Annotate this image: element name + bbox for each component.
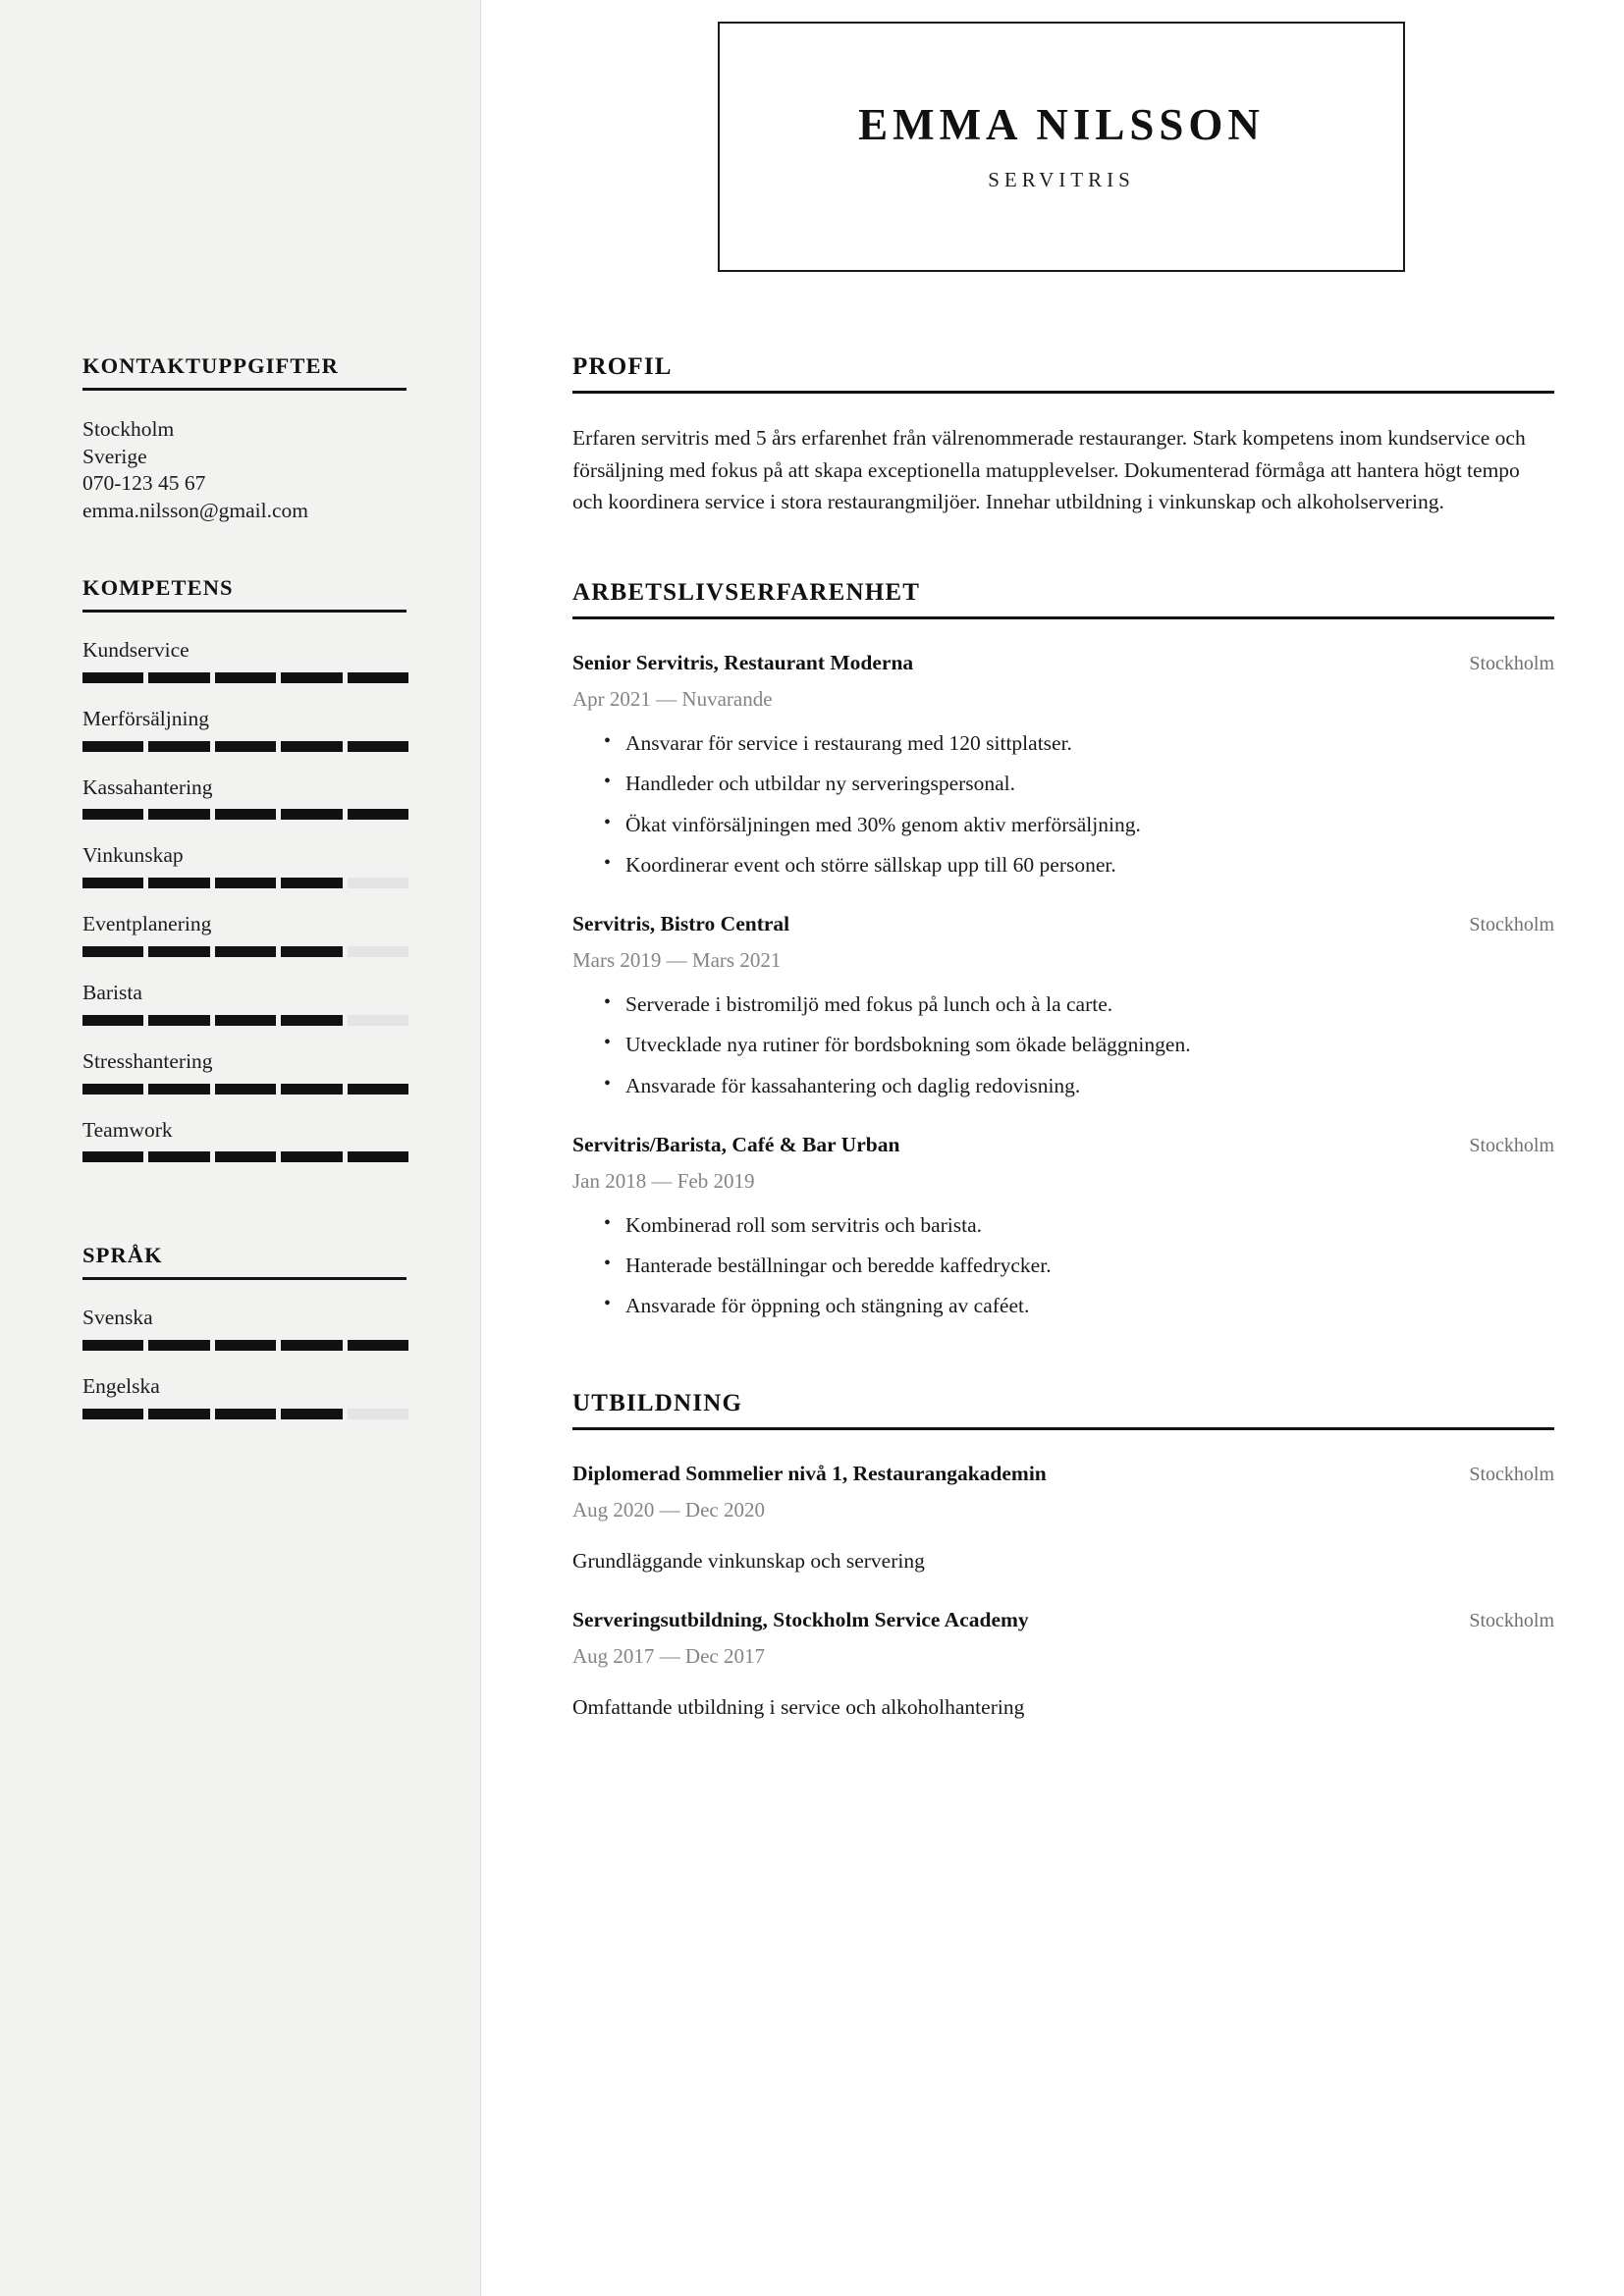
skill-label: Eventplanering [82,912,212,936]
skill-level-segment [82,809,143,820]
skill-item [82,981,406,1026]
skill-level-segment [348,809,408,820]
language-level-segment [215,1409,276,1419]
skill-item [82,707,406,752]
language-level-segment [148,1340,209,1351]
experience-entry [572,651,1554,881]
main-content [572,353,1554,1723]
languages-list [82,1306,406,1419]
skill-item [82,638,406,683]
skill-level-segment [348,946,408,957]
language-level-segment [348,1340,408,1351]
skill-level-segment [148,672,209,683]
skill-level-segment [82,741,143,752]
skill-item [82,1049,406,1095]
contact-city: Stockholm [82,417,175,441]
education-entry [572,1608,1554,1723]
skill-level-segment [215,1015,276,1026]
skill-level-segment [215,672,276,683]
experience-heading: ARBETSLIVSERFARENHET [572,579,921,607]
language-item [82,1306,406,1351]
experience-entry-location: Stockholm [1469,914,1554,936]
skill-level-segment [281,741,342,752]
experience-entry-location: Stockholm [1469,653,1554,675]
spacer [82,1186,406,1243]
language-item [82,1374,406,1419]
spacer [572,518,1554,579]
skill-level-segment [82,946,143,957]
experience-bullet-item: • Ansvarade för kassahantering och daglig redovisning. [572,1070,1554,1101]
skill-level-segment [82,878,143,888]
spacer [82,524,406,575]
skill-label: Kundservice [82,638,189,663]
experience-entry [572,912,1554,1101]
language-level-segment [82,1340,143,1351]
skill-level-segment [281,809,342,820]
skill-level-segment [348,878,408,888]
experience-list [572,651,1554,1322]
skill-level-bar [82,809,408,820]
experience-entry-header [572,651,1554,675]
experience-entry-header [572,1133,1554,1157]
experience-entry-dates: Mars 2019 — Mars 2021 [572,948,782,973]
language-label: Svenska [82,1306,153,1330]
experience-entry-bullets [572,988,1554,1101]
education-entry-header [572,1462,1554,1486]
experience-bullet-item: • Handleder och utbildar ny serveringspersonal. [572,768,1554,799]
experience-entry-bullets [572,727,1554,881]
skill-level-segment [148,1151,209,1162]
education-entry-description: Grundläggande vinkunskap och servering [572,1548,925,1573]
skill-level-segment [215,1084,276,1095]
languages-section [82,1243,406,1419]
skill-level-segment [215,809,276,820]
skill-label: Stresshantering [82,1048,213,1073]
skill-item [82,912,406,957]
skill-level-segment [82,1015,143,1026]
contact-heading: KONTAKTUPPGIFTER [82,353,339,378]
education-list [572,1462,1554,1724]
skill-level-segment [348,672,408,683]
profile-section [572,353,1554,518]
language-level-segment [215,1340,276,1351]
experience-bullet-item: • Kombinerad roll som servitris och barista. [572,1209,1554,1241]
skill-label: Teamwork [82,1117,173,1142]
language-level-bar [82,1340,408,1351]
skill-level-bar [82,1084,408,1095]
skill-level-segment [281,1015,342,1026]
language-level-segment [281,1340,342,1351]
skill-level-segment [281,1084,342,1095]
experience-bullet-item: • Koordinerar event och större sällskap upp till 60 personer. [572,849,1554,881]
skill-level-segment [148,809,209,820]
skill-level-segment [215,946,276,957]
sidebar [82,353,406,1443]
skills-divider [82,610,406,613]
experience-entry-title: Servitris/Barista, Café & Bar Urban [572,1132,900,1156]
skill-level-segment [148,878,209,888]
skill-label: Vinkunskap [82,843,184,868]
contact-country: Sverige [82,444,147,468]
languages-heading: SPRÅK [82,1243,163,1268]
skill-level-segment [148,946,209,957]
experience-entry [572,1133,1554,1322]
education-entry [572,1462,1554,1576]
language-level-segment [148,1409,209,1419]
contact-list [82,416,406,524]
experience-divider [572,616,1554,619]
candidate-name: EMMA NILSSON [858,100,1265,150]
education-entry-description: Omfattande utbildning i service och alkoholhantering [572,1694,1025,1719]
skill-level-bar [82,1015,408,1026]
skill-level-bar [82,672,408,683]
skill-label: Barista [82,981,142,1005]
experience-entry-location: Stockholm [1469,1134,1554,1156]
experience-entry-dates: Jan 2018 — Feb 2019 [572,1168,755,1193]
skill-level-segment [281,878,342,888]
language-level-segment [82,1409,143,1419]
skill-level-bar [82,946,408,957]
education-entry-location: Stockholm [1469,1609,1554,1631]
skill-label: Kassahantering [82,774,213,799]
skill-level-segment [348,1151,408,1162]
skill-level-segment [348,741,408,752]
skills-section [82,575,406,1162]
education-entry-title: Serveringsutbildning, Stockholm Service Academy [572,1607,1029,1631]
skill-level-bar [82,741,408,752]
experience-bullet-item: • Ansvarar för service i restaurang med 120 sittplatser. [572,727,1554,759]
experience-bullet-item: • Ansvarade för öppning och stängning av caféet. [572,1290,1554,1321]
experience-entry-dates: Apr 2021 — Nuvarande [572,687,773,712]
skill-level-segment [215,1151,276,1162]
education-heading: UTBILDNING [572,1389,743,1416]
languages-divider [82,1277,406,1280]
skill-level-segment [281,946,342,957]
experience-section [572,579,1554,1322]
skill-level-segment [148,1084,209,1095]
skill-level-segment [148,741,209,752]
experience-entry-title: Servitris, Bistro Central [572,912,790,936]
education-entry-title: Diplomerad Sommelier nivå 1, Restaurangakademin [572,1461,1047,1485]
education-section [572,1390,1554,1724]
skills-heading: KOMPETENS [82,575,234,601]
profile-text: Erfaren servitris med 5 års erfarenhet från välrenommerade restauranger. Stark kompetens inom kundservice och försäljning med fokus på att skapa exceptionella matupplevelser. Dokumenterad förmåga att hantera högt tempo och koordinera service i stora restaurangmiljöer. Innehar utbildning i vinkunskap och alkoholservering. [572,426,1526,514]
language-label: Engelska [82,1374,160,1399]
education-entry-dates: Aug 2020 — Dec 2020 [572,1497,765,1522]
skill-level-segment [82,1151,143,1162]
skill-label: Merförsäljning [82,706,209,730]
skill-level-segment [215,741,276,752]
education-entry-dates: Aug 2017 — Dec 2017 [572,1643,765,1668]
language-level-segment [281,1409,342,1419]
experience-entry-bullets [572,1209,1554,1322]
spacer [572,1331,1554,1390]
profile-heading: PROFIL [572,353,673,380]
experience-bullet-item: • Serverade i bistromiljö med fokus på lunch och à la carte. [572,988,1554,1020]
skill-level-bar [82,1151,408,1162]
contact-section [82,353,406,524]
skills-list [82,638,406,1162]
skill-item [82,1118,406,1163]
skill-level-segment [281,1151,342,1162]
skill-level-segment [348,1015,408,1026]
skill-level-segment [82,1084,143,1095]
experience-bullet-item: • Ökat vinförsäljningen med 30% genom aktiv merförsäljning. [572,809,1554,840]
skill-item [82,843,406,888]
candidate-job-title: SERVITRIS [988,167,1135,191]
education-entry-header [572,1608,1554,1632]
contact-divider [82,388,406,391]
profile-divider [572,391,1554,394]
contact-phone[interactable]: 070-123 45 67 [82,471,206,496]
skill-level-segment [82,672,143,683]
skill-level-segment [215,878,276,888]
skill-level-segment [148,1015,209,1026]
language-level-bar [82,1409,408,1419]
language-level-segment [348,1409,408,1419]
skill-level-bar [82,878,408,888]
experience-bullet-item: • Utvecklade nya rutiner för bordsbokning som ökade beläggningen. [572,1029,1554,1060]
experience-bullet-item: • Hanterade beställningar och beredde kaffedrycker. [572,1250,1554,1281]
experience-entry-header [572,912,1554,936]
education-divider [572,1427,1554,1430]
experience-entry-title: Senior Servitris, Restaurant Moderna [572,651,914,675]
skill-level-segment [281,672,342,683]
name-header-box [718,22,1405,272]
education-entry-location: Stockholm [1469,1463,1554,1485]
skill-level-segment [348,1084,408,1095]
contact-email[interactable]: emma.nilsson@gmail.com [82,498,308,522]
skill-item [82,775,406,821]
